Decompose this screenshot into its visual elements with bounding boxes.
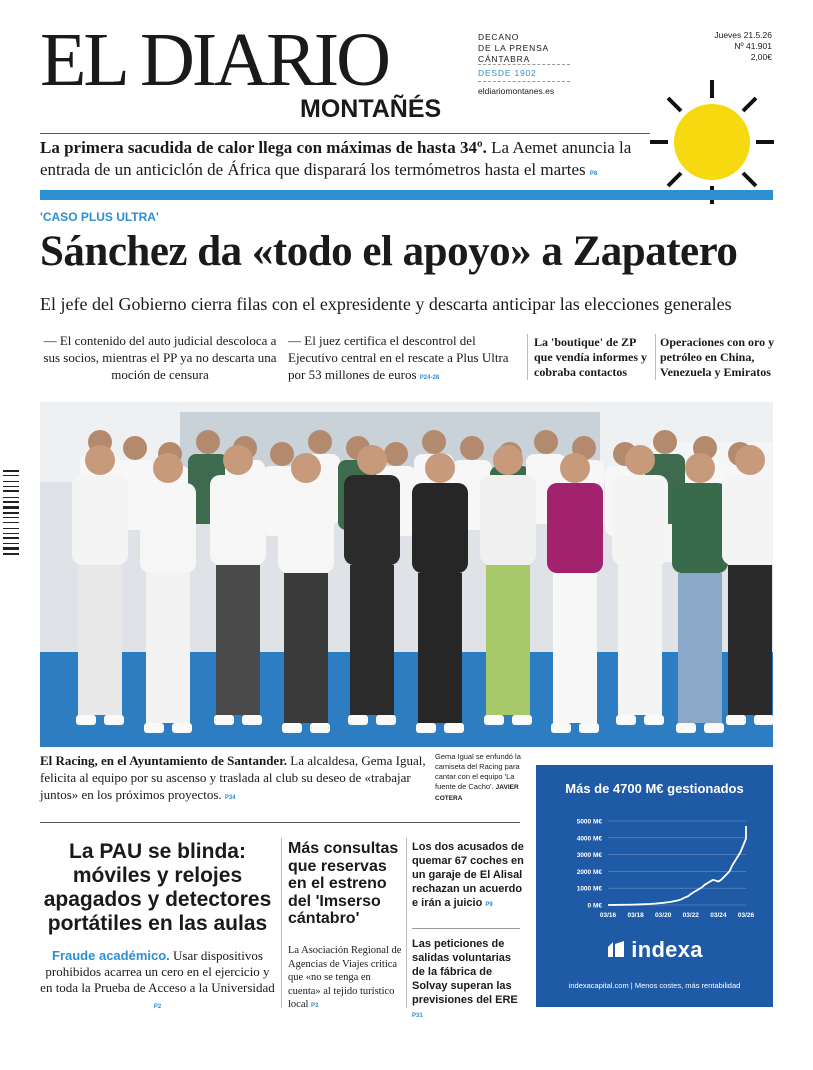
chart-xtick-label: 03/26: [737, 912, 755, 919]
weather-body: La Aemet anuncia la entrada de un anticiclón de África que disparará los termómetros hasta el martes: [40, 138, 632, 179]
divider: [40, 133, 650, 134]
issue-price: 2,00€: [750, 52, 772, 62]
divider: [655, 334, 656, 380]
solvay-story[interactable]: [412, 937, 524, 1023]
chart-ytick-label: 3000 M€: [576, 852, 602, 860]
weather-lead: La primera sacudida de calor llega con máximas de hasta 34º.: [40, 138, 487, 157]
divider: [478, 81, 570, 82]
weather-teaser[interactable]: [40, 137, 650, 185]
indexa-ad[interactable]: [536, 765, 773, 1007]
divider: [412, 928, 520, 929]
decano-line-1: DECANO: [478, 32, 520, 42]
chart-xtick-label: 03/22: [682, 912, 699, 919]
solvay-headline: Las peticiones de salidas voluntarias de la fábrica de Solvay superan las previsiones del ERE: [412, 938, 518, 1006]
indexa-logo-icon: [606, 939, 626, 959]
since-label: DESDE 1902: [478, 68, 537, 78]
imserso-headline[interactable]: Más consultas que reservas en el estreno del 'Imserso cántabro': [288, 840, 399, 927]
section-bar: [40, 190, 773, 200]
pau-body: [40, 948, 275, 1015]
lead-deck: El jefe del Gobierno cierra filas con el expresidente y descarta anticipar las elecciones generales: [40, 294, 732, 314]
chart-ytick-label: 0 M€: [587, 902, 602, 910]
chart-ytick-label: 2000 M€: [576, 868, 602, 876]
divider: [406, 838, 407, 1008]
issue-date: Jueves 21.5.26: [714, 30, 772, 40]
caption-lead: El Racing, en el Ayuntamiento de Santander.: [40, 753, 288, 768]
lead-bullet-2: [288, 332, 520, 387]
photo-credit: JAVIER COTERA: [435, 784, 519, 802]
side-caption-text: Gema Igual se enfundó la camiseta del Racing para cantar con el equipo 'La fuente de Cacho'.: [435, 752, 521, 791]
ad-title: Más de 4700 M€ gestionados: [565, 781, 744, 796]
chart-xtick-label: 03/24: [710, 912, 727, 919]
chart-xtick-label: 03/18: [627, 912, 644, 919]
masthead-title[interactable]: EL DIARIO: [40, 18, 388, 102]
divider: [281, 838, 282, 1008]
page-ref: P34: [224, 795, 236, 801]
pau-kicker: Fraude académico.: [52, 948, 170, 963]
masthead-decano: [478, 32, 573, 65]
ad-brand: [536, 937, 773, 963]
related-story-boutique[interactable]: La 'boutique' de ZP que vendía informes y cobraba contactos: [534, 335, 648, 379]
divider: [527, 334, 528, 380]
related-story-operaciones[interactable]: Operaciones con oro y petróleo en China, Venezuela y Emiratos: [660, 335, 775, 379]
pau-headline[interactable]: La PAU se blinda: móviles y relojes apagados y detectores portátiles en las aulas: [43, 840, 272, 935]
chart-ytick-label: 5000 M€: [576, 818, 602, 826]
decano-line-2: DE LA PRENSA: [478, 43, 550, 53]
divider: [40, 822, 520, 823]
page-ref: P2: [153, 1004, 162, 1010]
photo-caption: [40, 752, 430, 807]
photo-side-caption: [435, 752, 527, 804]
ad-chart: [536, 809, 773, 929]
lead-photo: [40, 402, 773, 747]
sun-icon: [646, 76, 778, 208]
issue-number: Nº 41.901: [734, 41, 772, 51]
chart-ytick-label: 1000 M€: [576, 885, 602, 893]
caption-body: La alcaldesa, Gema Igual, felicita al equipo por su ascenso y traslada al club su deseo de «trabajar juntos» en los próximos proyectos.: [40, 753, 426, 802]
lead-kicker: 'CASO PLUS ULTRA': [40, 210, 159, 224]
page-ref: P8: [589, 171, 598, 177]
ad-brand-name: indexa: [631, 937, 703, 962]
page-ref: P9: [485, 902, 493, 908]
issue-info: [690, 30, 772, 63]
imserso-body: [288, 944, 403, 1014]
lead-headline[interactable]: Sánchez da «todo el apoyo» a Zapatero: [40, 228, 738, 275]
lead-bullet-1: — El contenido del auto judicial descoloca a sus socios, mientras el PP ya no descarta una moción de censura: [43, 333, 277, 382]
masthead-subtitle: MONTAÑÉS: [300, 95, 442, 123]
page-ref: P31: [412, 1013, 423, 1019]
imserso-text: La Asociación Regional de Agencias de Viajes critica que «no se tenga en cuenta» al tejido turístico local: [288, 945, 402, 1010]
alisal-headline: Los dos acusados de quemar 67 coches en un garaje de El Alisal rechazan un acuerdo e irán a juicio: [412, 841, 524, 909]
divider: [478, 64, 570, 65]
lead-bullet-2-text: — El juez certifica el descontrol del Ejecutivo central en el rescate a Plus Ultra por 53 millones de euros: [288, 333, 509, 382]
decano-line-3: CÁNTABRA: [478, 54, 531, 64]
alisal-story[interactable]: [412, 840, 524, 912]
website-link[interactable]: eldiariomontanes.es: [478, 86, 555, 96]
chart-xtick-label: 03/16: [599, 912, 617, 919]
page-ref: P24-28: [419, 375, 440, 381]
barcode: [3, 470, 19, 556]
chart-ytick-label: 4000 M€: [576, 835, 602, 843]
chart-xtick-label: 03/20: [655, 912, 672, 919]
pau-text: Usar dispositivos prohibidos acarrea un cero en el ejercicio y en toda la Prueba de Acceso a la Universidad: [40, 948, 275, 995]
ad-footer: indexacapital.com | Menos costes, más rentabilidad: [568, 981, 741, 990]
page-ref: P3: [311, 1003, 319, 1009]
